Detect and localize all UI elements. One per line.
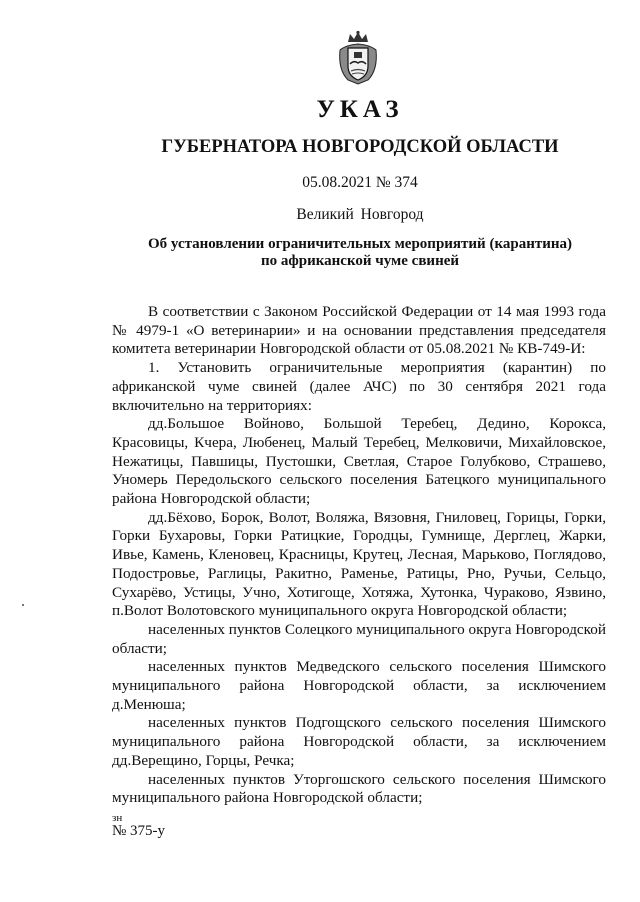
decree-date-number: 05.08.2021 № 374 — [302, 174, 418, 191]
paragraph: дд.Большое Войново, Большой Теребец, Дедино, Корокса, Красовицы, Кчера, Любенец, Малый Теребец, Мелковичи, Михайловское, Нежатицы, Павшицы, Пустошки, Светлая, Старое Голубково, Страшево, Уномерь Передольского сельского поселения Батецкого муниципального района Новгородской области; — [112, 415, 606, 508]
decree-city: Великий Новгород — [296, 206, 424, 223]
novgorod-coat-of-arms-icon — [336, 30, 380, 86]
document-footer — [112, 812, 165, 839]
paragraph: дд.Бёхово, Борок, Волот, Воляжа, Вязовня, Гниловец, Горицы, Горки, Горки Бухаровы, Горки Ратицкие, Городцы, Гумнище, Дерглец, Жарки, Ивье, Камень, Кленовец, Красницы, Крутец, Лесная, Марьково, Поглядово, Подостровье, Раглицы, Ракитно, Раменье, Ратицы, Рно, Ручьи, Сельцо, Сухарёво, Устицы, Учно, Хотигоще, Хотяжа, Хутонка, Чураково, Язвино, п.Волот Волотовского муниципального округа Новгородской области; — [112, 508, 606, 620]
paragraph: В соответствии с Законом Российской Федерации от 14 мая 1993 года № 4979-1 «О ветеринарии» и на основании представления председателя комитета ветеринарии Новгородской области от 05.08.2021 № КВ-749-И: — [112, 303, 606, 358]
paragraph: населенных пунктов Подгощского сельского поселения Шимского муниципального района Новгородской области, за исключением дд.Верещино, Горцы, Речка; — [112, 714, 606, 769]
decree-body — [112, 303, 606, 808]
paragraph: населенных пунктов Медведского сельского поселения Шимского муниципального района Новгородской области, за исключением д.Менюша; — [112, 658, 606, 713]
subject-line: Об установлении ограничительных мероприятий (карантина) — [147, 236, 572, 252]
footer-reference-number: № 375-у — [112, 823, 166, 839]
subject-line: по африканской чуме свиней — [260, 253, 460, 269]
paragraph: 1. Установить ограничительные мероприятия (карантин) по африканской чуме свиней (далее АЧС) по 30 сентября 2021 года включительно на территориях: — [112, 359, 606, 414]
scan-speck — [22, 604, 24, 606]
footer-initials: зн — [112, 812, 123, 824]
decree-subject — [140, 236, 580, 270]
decree-title: УКАЗ — [316, 96, 404, 123]
paragraph: населенных пунктов Уторгошского сельского поселения Шимского муниципального района Новгородской области; — [112, 770, 606, 807]
issuer-title: ГУБЕРНАТОРА НОВГОРОДСКОЙ ОБЛАСТИ — [161, 137, 559, 157]
paragraph: населенных пунктов Солецкого муниципального округа Новгородской области; — [112, 620, 606, 657]
